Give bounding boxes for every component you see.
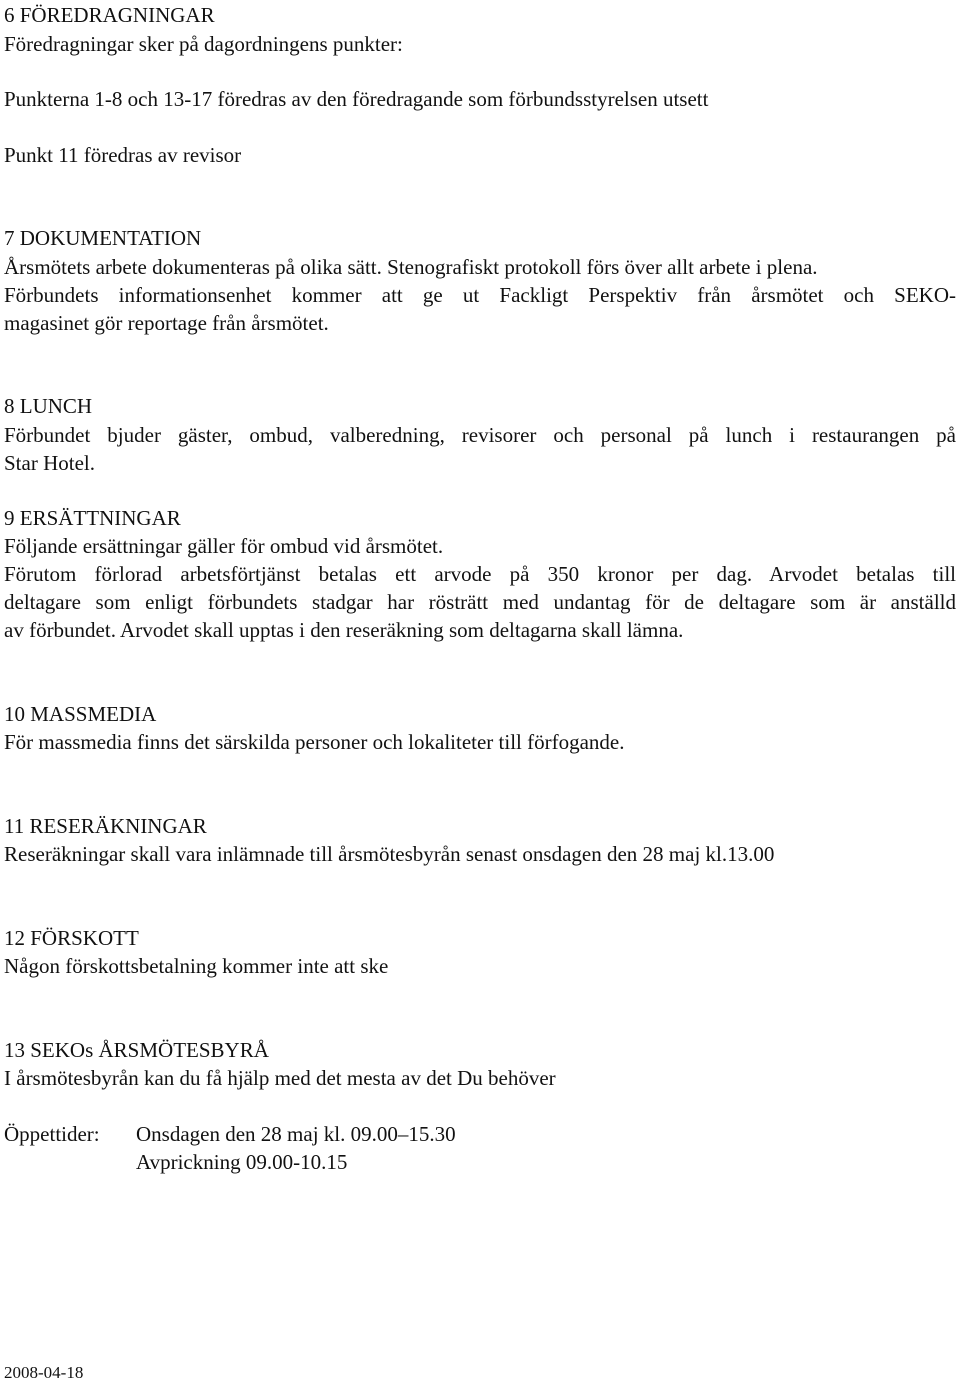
section-10-heading: 10 MASSMEDIA — [4, 702, 157, 726]
section-6-line-2: Punkterna 1-8 och 13-17 föredras av den föredragande som förbundsstyrelsen utsett — [4, 87, 709, 111]
footer-date: 2008-04-18 — [4, 1363, 84, 1382]
section-11-heading: 11 RESERÄKNINGAR — [4, 814, 207, 838]
opening-hours-label: Öppettider: — [4, 1122, 100, 1146]
section-6-line-1: Föredragningar sker på dagordningens punkter: — [4, 32, 403, 56]
section-8-line-1: Förbundet bjuder gäster, ombud, valberedning, revisorer och personal på lunch i restaurangen på — [4, 423, 956, 447]
section-8-line-2: Star Hotel. — [4, 451, 95, 475]
section-10-line-1: För massmedia finns det särskilda personer och lokaliteter till förfogande. — [4, 730, 625, 754]
section-9-line-4: av förbundet. Arvodet skall upptas i den reseräkning som deltagarna skall lämna. — [4, 618, 684, 642]
section-11-line-1: Reseräkningar skall vara inlämnade till årsmötesbyrån senast onsdagen den 28 maj kl.13.00 — [4, 842, 775, 866]
opening-hours-line-2: Avprickning 09.00-10.15 — [136, 1150, 348, 1174]
section-7-line-1: Årsmötets arbete dokumenteras på olika sätt. Stenografiskt protokoll förs över allt arbete i plena. — [4, 255, 818, 279]
section-12-line-1: Någon förskottsbetalning kommer inte att ske — [4, 954, 389, 978]
section-8-heading: 8 LUNCH — [4, 394, 93, 418]
section-7-line-2: Förbundets informationsenhet kommer att ge ut Fackligt Perspektiv från årsmötet och SEKO- — [4, 283, 956, 307]
section-13-line-1: I årsmötesbyrån kan du få hjälp med det mesta av det Du behöver — [4, 1066, 556, 1090]
section-6-line-3: Punkt 11 föredras av revisor — [4, 143, 242, 167]
section-7-heading: 7 DOKUMENTATION — [4, 226, 202, 250]
section-9-line-2: Förutom förlorad arbetsförtjänst betalas ett arvode på 350 kronor per dag. Arvodet betalas till — [4, 562, 956, 586]
opening-hours-line-1: Onsdagen den 28 maj kl. 09.00–15.30 — [136, 1122, 456, 1146]
section-9-line-1: Följande ersättningar gäller för ombud vid årsmötet. — [4, 534, 444, 558]
section-13-heading: 13 SEKOs ÅRSMÖTESBYRÅ — [4, 1038, 269, 1062]
section-12-heading: 12 FÖRSKOTT — [4, 926, 139, 950]
section-9-line-3: deltagare som enligt förbundets stadgar har rösträtt med undantag för de deltagare som är anställd — [4, 590, 956, 614]
section-6-heading: 6 FÖREDRAGNINGAR — [4, 3, 215, 27]
section-9-heading: 9 ERSÄTTNINGAR — [4, 506, 181, 530]
section-7-line-3: magasinet gör reportage från årsmötet. — [4, 311, 329, 335]
